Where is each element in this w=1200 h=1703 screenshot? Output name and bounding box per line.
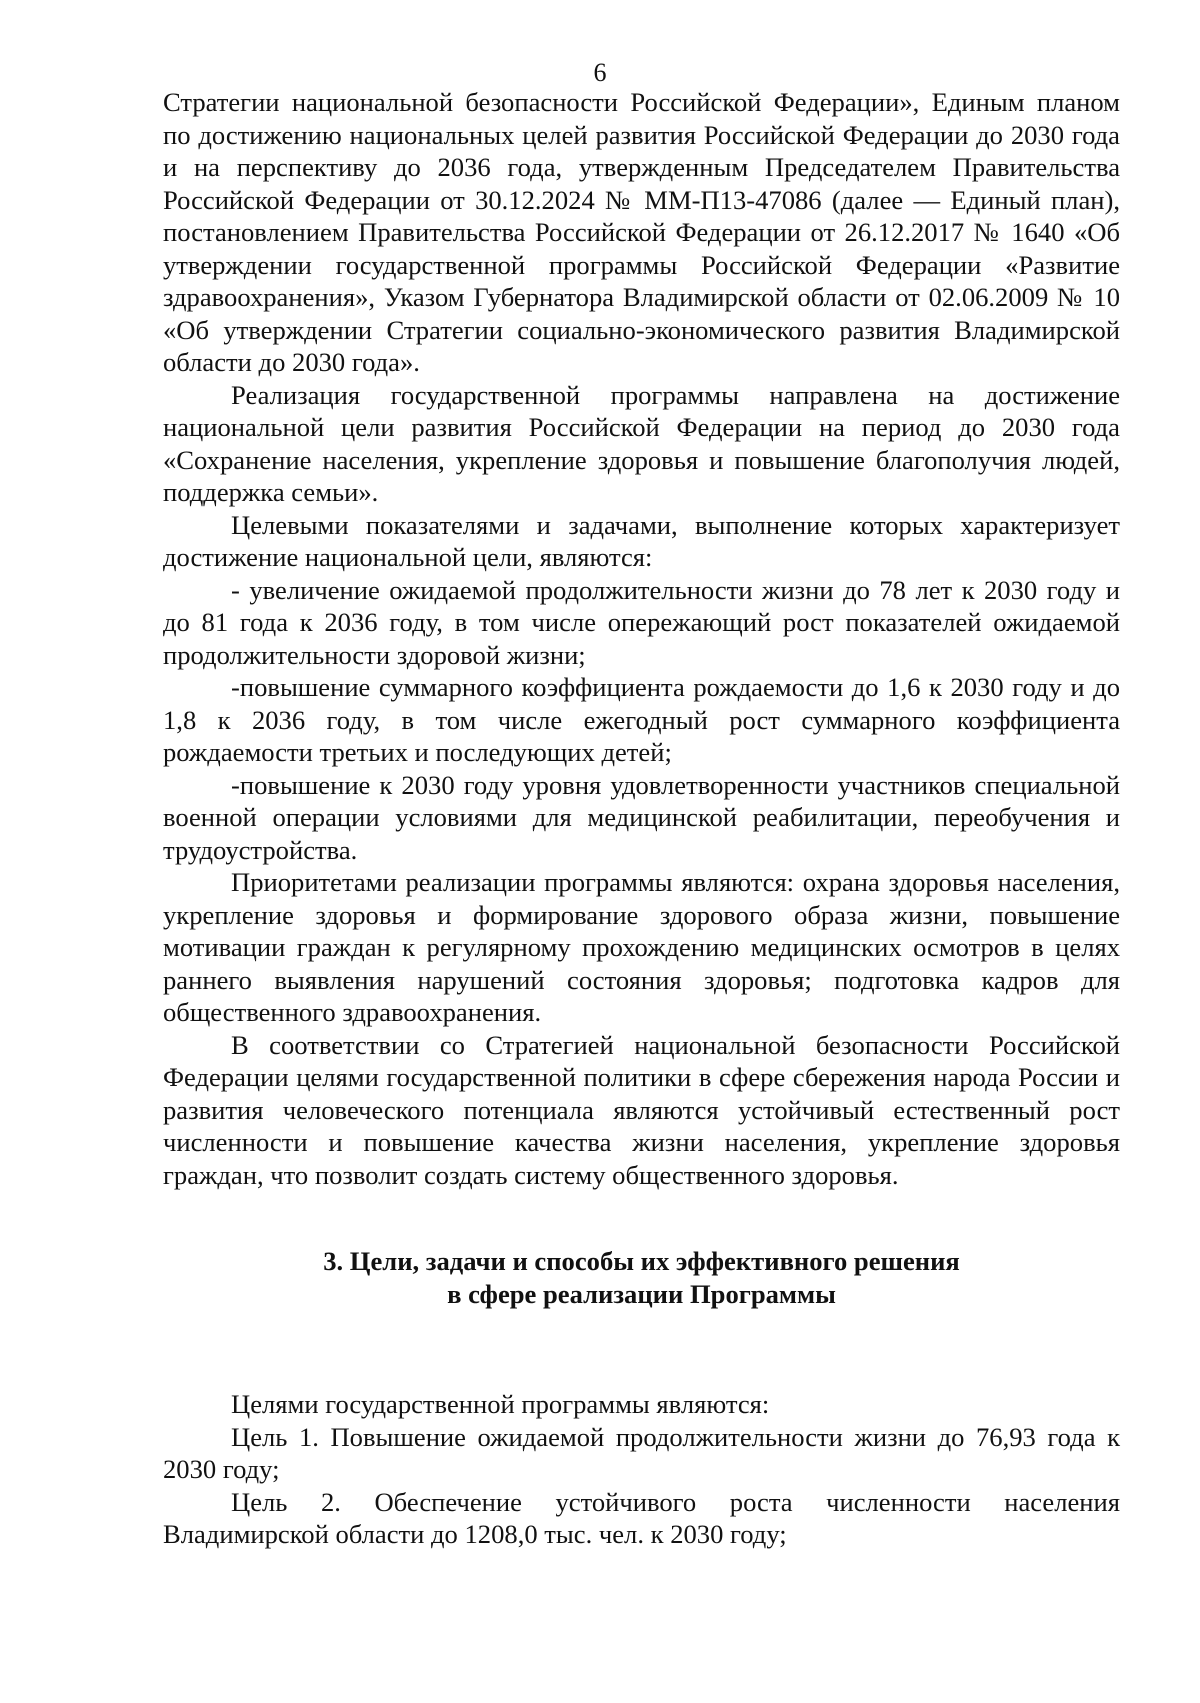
paragraph-priorities: Приоритетами реализации программы являются: охрана здоровья населения, укрепление здоровья и формирование здорового образа жизни, повышение мотивации граждан к регулярному прохождению медицинских осмотров в целях раннего выявления нарушений состояния здоровья; подготовка кадров для общественного здравоохранения. [163, 867, 1120, 1027]
list-item-fertility-rate: -повышение суммарного коэффициента рождаемости до 1,6 к 2030 году и до 1,8 к 2036 году, в том числе ежегодный рост суммарного коэффициента рождаемости третьих и последующих детей; [163, 672, 1120, 767]
section-spacer [163, 1310, 1120, 1388]
list-item-svo-participants: -повышение к 2030 году уровня удовлетворенности участников специальной военной операции условиями для медицинской реабилитации, переобучения и трудоустройства. [163, 769, 1120, 865]
list-item-goal-2: Цель 2. Обеспечение устойчивого роста численности населения Владимирской области до 1208,0 тыс. чел. к 2030 году; [163, 1486, 1120, 1549]
section-heading-line-2: в сфере реализации Программы [447, 1278, 836, 1309]
paragraph-program-goal: Реализация государственной программы направлена на достижение национальной цели развития Российской Федерации на период до 2030 года «Сохранение населения, укрепление здоровья и повышение благополучия людей, поддержка семьи». [163, 379, 1120, 507]
document-body [163, 86, 1120, 1551]
paragraph-national-security: В соответствии со Стратегией национальной безопасности Российской Федерации целями государственной политики в сфере сбережения народа России и развития человеческого потенциала являются устойчивый естественный рост численности и повышение качества жизни населения, укрепление здоровья граждан, что позволит создать систему общественного здоровья. [163, 1029, 1120, 1190]
paragraph-target-indicators: Целевыми показателями и задачами, выполнение которых характеризует достижение национальной цели, являются: [163, 509, 1120, 572]
section-heading-line-1: 3. Цели, задачи и способы их эффективного решения [323, 1246, 960, 1276]
list-item-goal-1: Цель 1. Повышение ожидаемой продолжительности жизни до 76,93 года к 2030 году; [163, 1421, 1120, 1484]
paragraph-program-goals-intro: Целями государственной программы являются: [231, 1389, 770, 1419]
page-number: 6 [593, 58, 607, 87]
list-item-life-expectancy: - увеличение ожидаемой продолжительности жизни до 78 лет к 2030 году и до 81 года к 2036 году, в том числе опережающий рост показателей ожидаемой продолжительности здоровой жизни; [163, 574, 1120, 670]
section-heading [163, 1245, 1120, 1310]
paragraph-strategy-references: Стратегии национальной безопасности Российской Федерации», Единым планом по достижению национальных целей развития Российской Федерации до 2030 года и на перспективу до 2036 года, утвержденным Председателем Правительства Российской Федерации от 30.12.2024 № ММ-П13-47086 (далее — Единый план), постановлением Правительства Российской Федерации от 26.12.2017 № 1640 «Об утверждении государственной программы Российской Федерации «Развитие здравоохранения», Указом Губернатора Владимирской области от 02.06.2009 № 10 «Об утверждении Стратегии социально-экономического развития Владимирской области до 2030 года». [163, 87, 1120, 377]
